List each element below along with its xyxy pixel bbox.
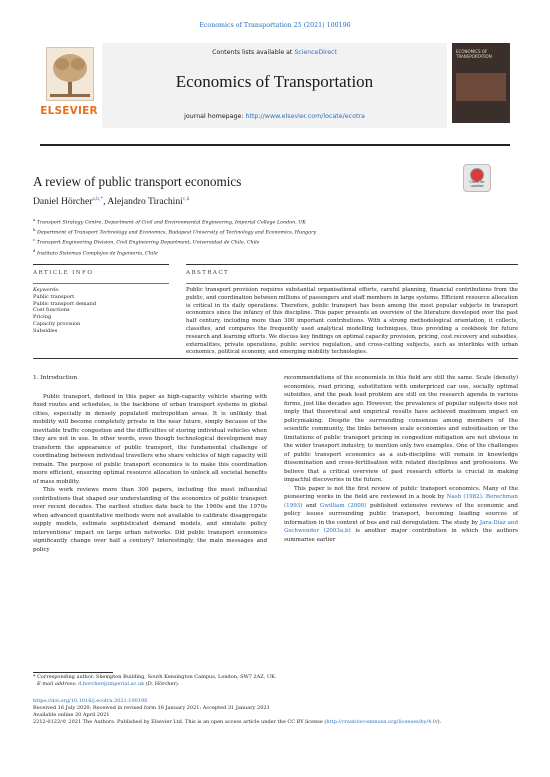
- affiliation-text: Department of Transport Technology and Economics, Budapest University of Technology and Economics, Hungary: [36, 230, 317, 236]
- author-affiliation-marks[interactable]: c,d: [182, 196, 190, 202]
- affiliation-text: Transport Strategy Centre, Department of Civil and Environmental Engineering, Imperial College London, UK: [36, 220, 306, 226]
- email-link[interactable]: d.horcher@imperial.ac.uk: [78, 681, 145, 687]
- paragraph-text: This paper is not the first review of public transport economics. Many of the pioneering works in the field are reviewed in a book by: [284, 485, 518, 500]
- body-paragraph: [284, 485, 518, 545]
- author-separator: ,: [103, 196, 108, 208]
- masthead-divider: [40, 144, 510, 146]
- license-text: 2212-0122/© 2021 The Authors. Published by Elsevier Ltd. This is an open access article under the CC BY license (: [33, 719, 327, 726]
- author-name[interactable]: Alejandro Tirachini: [107, 196, 183, 208]
- citation-link[interactable]: Nash (1982): [446, 494, 482, 500]
- received-dates: Received 16 July 2020; Received in revised form 16 January 2021; Accepted 31 January 2021: [33, 705, 270, 712]
- check-for-updates-badge[interactable]: [463, 164, 491, 192]
- affiliation-line: [33, 237, 513, 247]
- homepage-prefix: journal homepage:: [184, 113, 246, 120]
- paragraph-text: .: [481, 494, 486, 500]
- affiliation-marker: a: [33, 217, 36, 222]
- article-info-top-rule: [33, 264, 169, 265]
- citation-link[interactable]: Berechman (1993): [284, 494, 519, 509]
- abstract-top-rule: [186, 264, 518, 265]
- footnote-author: [33, 674, 518, 681]
- footnote-text: Corresponding author. Skempton Building, South Kensington Campus, London, SW7 2AZ, UK.: [37, 674, 277, 680]
- affiliations: [33, 217, 513, 258]
- author-affiliation-marks[interactable]: a,b,*: [92, 196, 104, 202]
- paragraph-text: and: [302, 502, 320, 509]
- email-label: E-mail address:: [37, 681, 77, 687]
- article-info-heading: ARTICLE INFO: [33, 270, 94, 276]
- author-name[interactable]: Daniel Hörcher: [33, 196, 93, 208]
- cover-title: ECONOMICS OF TRANSPORTATION: [456, 49, 492, 59]
- body-paragraph: recommendations of the economists in this field are still the same. Scale (density) economies, road pricing, substitution with underpriced car use, socially optimal subsidies, and the peak load problem are still on the research agenda in various forms, just like decades ago. However, the prevalence of popular subjects does not imply that theoretical and empirical results have achieved maximum impact on policymaking. Despite the surrounding consensus among members of the scientific community, the links between scale economies and subsidisation or the limitations of public transport pricing in congestion mitigation are not obvious in the wider transport industry, to mention only two examples. One of the challenges of public transport economics as a sub-discipline will remain in knowledge dissemination and cross-fertilisation with related disciplines and professions. We believe that a critical overview of past research efforts is crucial in making impactful discoveries in the future.: [284, 375, 518, 483]
- affiliation-marker: b: [33, 227, 36, 233]
- license-link[interactable]: http://creativecommons.org/licenses/by/4.0/: [326, 719, 438, 726]
- affiliation-text: Instituto Sistemas Complejos de Ingeniería, Chile: [36, 251, 158, 257]
- affiliation-marker: c: [33, 237, 36, 243]
- doi-link[interactable]: https://doi.org/10.1016/j.ecotra.2021.100196: [33, 698, 148, 704]
- keywords-block: [33, 287, 169, 335]
- badge-text: [464, 181, 490, 188]
- contents-prefix: Contents lists available at: [212, 49, 295, 56]
- keywords-heading: Keywords:: [33, 287, 60, 293]
- article-title: A review of public transport economics: [33, 174, 242, 189]
- body-column-right: [284, 374, 518, 544]
- keyword-item: Capacity provision: [33, 320, 81, 327]
- keyword-item: Cost functions: [33, 307, 70, 314]
- article-metadata: [33, 698, 518, 726]
- footnote-rule: [33, 672, 113, 673]
- elsevier-tree-icon: [46, 47, 94, 101]
- publisher-logo-text: ELSEVIER: [40, 105, 98, 117]
- badge-line2: updates: [470, 183, 484, 188]
- elsevier-logo: [40, 43, 98, 123]
- author-list: [33, 196, 189, 207]
- abstract-bottom-rule: [33, 358, 518, 359]
- citation-link[interactable]: Jara-Díaz and Gschwender (2003a,b): [284, 519, 518, 534]
- body-paragraph: This work reviews more than 300 papers, including the most influential contributions that shaped our understanding of the economics of public transport over recent decades. The earliest studies date back to the 1960s and the 1970s when advanced quantitative methods were not available to calibrate disaggregate supply models, estimate sophisticated demand models, and simulate policy interventions' impact on large urban networks. Did public transport economics significantly change over half a century? Interestingly, the main messages and policy: [33, 487, 267, 553]
- homepage-line: [102, 113, 447, 120]
- badge-line1: Check for: [469, 180, 485, 184]
- journal-cover-thumbnail[interactable]: [452, 43, 510, 123]
- affiliation-line: [33, 248, 513, 258]
- sciencedirect-link[interactable]: ScienceDirect: [294, 49, 337, 56]
- journal-title: Economics of Transportation: [175, 72, 374, 91]
- abstract-text: Public transport provision requires substantial organisational efforts, careful planning, financial contributions from the public, and coordination between millions of passengers and staff members in large systems. Efficient resource allocation is critical in its daily operations. Therefore, public transport has been among the most popular subjects in transport economics since the infancy of this discipline. This paper presents an overview of the literature developed over the past half century, including more than 300 important contributions. With a strong methodological orientation, it collects, classifies, and compares the frequently used analytical modelling techniques, thus providing a cookbook for future research and learning efforts. We discuss key findings on optimal capacity provision, pricing, cost recovery and subsidies, externalities, private operations, public service regulation, and cross-cutting subjects, such as interlinks with urban economics, political economy, and emerging mobility technologies.: [186, 287, 518, 356]
- article-info-rule: [33, 283, 169, 284]
- cover-image: [456, 73, 506, 101]
- paragraph-text: is another major contribution in which the authors summarise earlier: [284, 528, 518, 543]
- license-suffix: ).: [437, 719, 442, 726]
- keyword-item: Subsidies: [33, 327, 58, 334]
- affiliation-line: [33, 227, 513, 237]
- email-suffix: (D. Hörcher).: [145, 681, 180, 687]
- affiliation-text: Transport Engineering Division, Civil Engineering Department, Universidad de Chile, Chile: [36, 240, 260, 246]
- footnote: [33, 674, 518, 688]
- keyword-item: Pricing: [33, 314, 52, 321]
- masthead-banner: [102, 43, 447, 128]
- abstract-rule: [186, 283, 518, 284]
- journal-masthead: [40, 43, 510, 143]
- section-heading: 1. Introduction: [33, 375, 78, 381]
- online-date: Available online 20 April 2021: [33, 712, 110, 719]
- license-line: [33, 719, 518, 726]
- citation-link[interactable]: Gwilliam (2008): [319, 502, 367, 509]
- paragraph-text: published extensive reviews of the economic and policy issues surrounding public transport, becoming leading sources of information in the context of bus and rail deregulation. The study by: [284, 502, 518, 526]
- abstract-heading: ABSTRACT: [186, 270, 230, 276]
- body-paragraph: Public transport, defined in this paper as high-capacity vehicle sharing with fixed routes and schedules, is the backbone of urban transport systems in global cities, especially in densely populated metropolitan areas. It is unlikely that mobility will become completely private in the near future, simply because of the inevitable traffic congestion and the difficulties of storing individual vehicles when they are not in use. In other words, even though technological development may transform the appearance of public transport, the fundamental challenge of coordinating between individual travellers who share vehicles of high capacity will remain. The purpose of public transport economics is to make this coordination more efficient, ensuring optimal resource allocation to unlock all societal benefits of mass mobility.: [33, 393, 267, 485]
- body-column-left: [33, 374, 267, 554]
- footnote-marker: *: [33, 674, 36, 680]
- keyword-item: Public transport: [33, 293, 75, 300]
- affiliation-marker: d: [33, 247, 36, 253]
- journal-reference[interactable]: Economics of Transportation 25 (2021) 100196: [199, 22, 351, 29]
- footnote-email: [37, 681, 518, 688]
- homepage-link[interactable]: http://www.elsevier.com/locate/ecotra: [245, 113, 365, 120]
- contents-line: [102, 49, 447, 56]
- keyword-item: Public transport demand: [33, 300, 97, 307]
- affiliation-line: [33, 217, 513, 227]
